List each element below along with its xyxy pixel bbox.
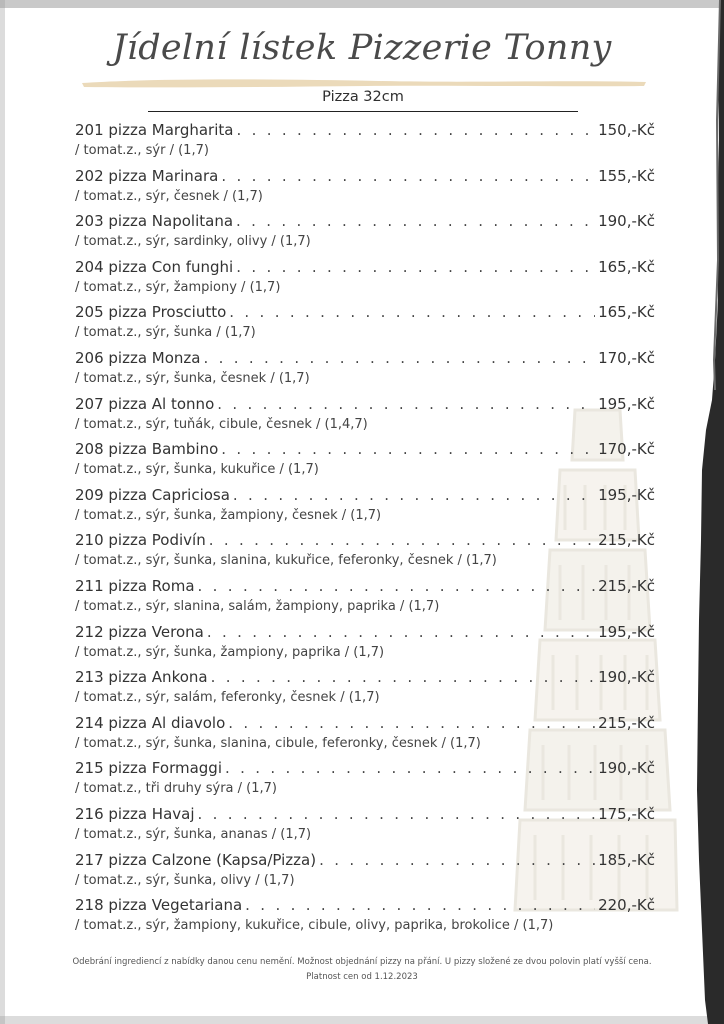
menu-item-price: 195,-Kč (598, 622, 655, 641)
dot-leader (221, 165, 595, 187)
menu-item (75, 210, 655, 256)
menu-item-ingredients: / tomat.z., sýr, sardinky, olivy / (1,7) (75, 234, 311, 250)
menu-item (75, 803, 655, 849)
menu-item-name: 208 pizza Bambino (75, 440, 219, 459)
footer-validity: Platnost cen od 1.12.2023 (306, 972, 418, 982)
menu-item-header (75, 666, 655, 688)
menu-item (75, 347, 655, 393)
menu-item-name: 216 pizza Havaj (75, 804, 195, 823)
dot-leader (211, 666, 596, 688)
paper-edge-bottom (0, 1016, 724, 1024)
menu-item (75, 393, 655, 439)
menu-item-ingredients: / tomat.z., sýr, šunka, česnek / (1,7) (75, 370, 310, 386)
menu-item-name: 201 pizza Margharita (75, 121, 234, 139)
menu-item-ingredients: / tomat.z., sýr, šunka, kukuřice / (1,7) (75, 462, 319, 478)
dot-leader (204, 347, 596, 369)
menu-item-name: 213 pizza Ankona (75, 668, 208, 687)
menu-item-name: 204 pizza Con funghi (75, 257, 234, 276)
menu-item-price: 215,-Kč (598, 531, 655, 550)
dot-leader (236, 119, 595, 141)
menu-item-ingredients: / tomat.z., sýr / (1,7) (75, 143, 209, 158)
menu-item-price: 165,-Kč (598, 303, 655, 322)
menu-title: Jídelní lístek Pizzerie Tonny (112, 28, 612, 68)
dot-leader (225, 757, 595, 779)
dot-leader (198, 575, 596, 597)
menu-item-header (75, 529, 655, 551)
menu-item-ingredients: / tomat.z., sýr, šunka, ananas / (1,7) (75, 826, 312, 842)
menu-item-header (75, 256, 655, 278)
menu-item-ingredients: / tomat.z., sýr, šunka, slanina, kukuřice, feferonky, česnek / (1,7) (75, 553, 497, 569)
menu-item-name: 212 pizza Verona (75, 622, 204, 641)
menu-item-ingredients: / tomat.z., sýr, žampiony, kukuřice, cibule, olivy, paprika, brokolice / (1,7) (75, 918, 554, 934)
menu-item-ingredients: / tomat.z., sýr, česnek / (1,7) (75, 188, 263, 204)
menu-item-ingredients: / tomat.z., sýr, šunka, olivy / (1,7) (75, 872, 295, 888)
menu-item-price: 190,-Kč (598, 668, 655, 687)
menu-item (75, 621, 655, 667)
menu-item-name: 215 pizza Formaggi (75, 759, 222, 778)
menu-item-price: 195,-Kč (598, 485, 655, 504)
menu-item-price: 170,-Kč (598, 348, 655, 367)
menu-item-price: 215,-Kč (598, 576, 655, 595)
menu-item-header (75, 301, 655, 323)
title-brush-underline (78, 76, 650, 90)
dot-leader (228, 712, 595, 734)
menu-item-price: 150,-Kč (598, 121, 655, 139)
menu-item-price: 185,-Kč (598, 850, 655, 869)
menu-item-header (75, 347, 655, 369)
menu-item (75, 666, 655, 712)
menu-item-ingredients: / tomat.z., sýr, žampiony / (1,7) (75, 279, 281, 295)
menu-item (75, 894, 655, 940)
menu-item (75, 529, 655, 575)
menu-item-name: 210 pizza Podivín (75, 531, 206, 550)
menu-item-name: 203 pizza Napolitana (75, 212, 234, 231)
menu-item-price: 165,-Kč (598, 257, 655, 276)
menu-item-name: 214 pizza Al diavolo (75, 713, 226, 732)
menu-item-name: 218 pizza Vegetariana (75, 896, 243, 915)
menu-item (75, 575, 655, 621)
menu-item-name: 209 pizza Capriciosa (75, 485, 230, 504)
paper-edge-top (0, 0, 724, 8)
menu-item-ingredients: / tomat.z., sýr, šunka, žampiony, česnek / (1,7) (75, 507, 382, 523)
section-heading: Pizza 32cm (148, 89, 578, 112)
menu-item-name: 211 pizza Roma (75, 576, 195, 595)
menu-item-price: 215,-Kč (598, 713, 655, 732)
menu-item-header (75, 210, 655, 232)
menu-item-price: 190,-Kč (598, 759, 655, 778)
paper-edge-left (0, 0, 5, 1024)
menu-item-ingredients: / tomat.z., sýr, šunka, slanina, cibule, feferonky, česnek / (1,7) (75, 735, 481, 751)
menu-item (75, 256, 655, 302)
menu-item-header (75, 757, 655, 779)
dot-leader (229, 301, 595, 323)
menu-item-price: 170,-Kč (598, 440, 655, 459)
menu-item-header (75, 712, 655, 734)
menu-item-ingredients: / tomat.z., sýr, salám, feferonky, česnek / (1,7) (75, 690, 380, 706)
menu-item-header (75, 393, 655, 415)
dot-leader (217, 393, 595, 415)
dot-leader (198, 803, 596, 825)
menu-item-price: 155,-Kč (598, 166, 655, 185)
menu-item-ingredients: / tomat.z., sýr, tuňák, cibule, česnek / (1,4,7) (75, 416, 368, 432)
menu-item (75, 165, 655, 211)
menu-item-header (75, 165, 655, 187)
footer (20, 955, 704, 985)
menu-item-ingredients: / tomat.z., tři druhy sýra / (1,7) (75, 781, 277, 797)
dot-leader (209, 529, 595, 551)
menu-item (75, 757, 655, 803)
menu-item-name: 206 pizza Monza (75, 348, 201, 367)
menu-item-header (75, 621, 655, 643)
menu-item (75, 712, 655, 758)
menu-item-name: 205 pizza Prosciutto (75, 303, 227, 322)
menu-item (75, 119, 655, 165)
menu-item-name: 217 pizza Calzone (Kapsa/Pizza) (75, 850, 317, 869)
menu-item-header (75, 894, 655, 916)
dot-leader (233, 484, 595, 506)
menu-item (75, 484, 655, 530)
footer-note: Odebrání ingrediencí z nabídky danou cenu nemění. Možnost objednání pizzy na přání. U pizzy složené ze dvou polovin platí vyšší cena. (72, 957, 652, 967)
menu-item-price: 195,-Kč (598, 394, 655, 413)
menu-item-header (75, 119, 655, 141)
menu-item-header (75, 849, 655, 871)
dot-leader (221, 438, 595, 460)
menu-item-price: 190,-Kč (598, 212, 655, 231)
menu-item-price: 175,-Kč (598, 804, 655, 823)
menu-item (75, 438, 655, 484)
menu-item-header (75, 803, 655, 825)
dot-leader (245, 894, 595, 916)
menu-item (75, 849, 655, 895)
menu-item-header (75, 575, 655, 597)
menu-item-ingredients: / tomat.z., sýr, slanina, salám, žampiony, paprika / (1,7) (75, 598, 440, 614)
menu-item-ingredients: / tomat.z., sýr, šunka / (1,7) (75, 325, 256, 341)
menu-item (75, 301, 655, 347)
dot-leader (207, 621, 595, 643)
menu-item-header (75, 484, 655, 506)
dot-leader (236, 256, 595, 278)
menu-item-name: 202 pizza Marinara (75, 166, 219, 185)
dot-leader (319, 849, 595, 871)
pizza-list (75, 119, 655, 940)
brush-stroke-border (684, 0, 724, 1024)
menu-item-name: 207 pizza Al tonno (75, 394, 215, 413)
menu-item-price: 220,-Kč (598, 896, 655, 915)
menu-item-header (75, 438, 655, 460)
dot-leader (236, 210, 595, 232)
menu-item-ingredients: / tomat.z., sýr, šunka, žampiony, paprika / (1,7) (75, 644, 385, 660)
